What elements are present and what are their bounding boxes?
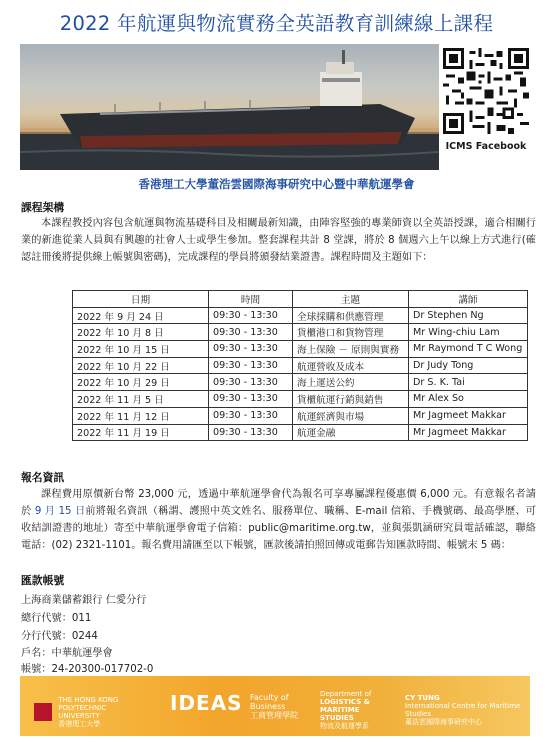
- section-heading-structure: 課程架構: [21, 201, 65, 214]
- page-title: 2022 年航運與物流實務全英語教育訓練線上課程: [59, 12, 494, 35]
- bank-line-head-code: 總行代號：011: [21, 613, 92, 624]
- table-row: [73, 407, 528, 424]
- cell-topic: 海上運送公約: [293, 374, 409, 391]
- structure-paragraph: 本課程教授內容包含航運與物流基礎科目及相關最新知識，由陣容堅強的專業師資以全英語授課，適合相關行業的新進從業人員與有興趣的社會人士或學生參加。整套課程共計 8 堂課，將於 8 個週六上午以線上方式進行(確認註冊後將提供線上帳號與密碼)，完成課程的學員將頒發結業證書。課程時間及主題如下：: [21, 218, 536, 263]
- col-header-date: 日期: [73, 291, 209, 308]
- cell-topic: 貨櫃航運行銷與銷售: [293, 391, 409, 408]
- cell-date: 2022 年 11 月 5 日: [73, 391, 209, 408]
- fb-line3: 工商管理學院: [250, 711, 298, 720]
- cell-topic: 航運營收及成本: [293, 357, 409, 374]
- cell-topic: 航運經濟與市場: [293, 407, 409, 424]
- cell-topic: 全球採購和供應管理: [293, 307, 409, 324]
- table-row: [73, 357, 528, 374]
- cell-lecturer: Mr Alex So: [409, 391, 528, 408]
- icms-logo: [405, 694, 525, 726]
- cell-lecturer: Dr Stephen Ng: [409, 307, 528, 324]
- registration-deadline: 9 月 15 日: [31, 506, 86, 517]
- polyu-name-en: THE HONG KONG POLYTECHNIC UNIVERSITY: [58, 696, 119, 720]
- col-header-lecturer: 講師: [409, 291, 528, 308]
- cell-time: 09:30 - 13:30: [209, 357, 293, 374]
- col-header-topic: 主題: [293, 291, 409, 308]
- bank-line-branch-code: 分行代號：0244: [21, 631, 98, 642]
- cell-topic: 貨櫃港口和貨物管理: [293, 324, 409, 341]
- cell-date: 2022 年 11 月 19 日: [73, 424, 209, 441]
- table-row: [73, 374, 528, 391]
- table-row: [73, 341, 528, 358]
- cell-date: 2022 年 11 月 12 日: [73, 407, 209, 424]
- cell-date: 2022 年 9 月 24 日: [73, 307, 209, 324]
- table-header-row: [73, 291, 528, 308]
- cell-date: 2022 年 10 月 29 日: [73, 374, 209, 391]
- faculty-of-business-logo: [250, 693, 298, 720]
- icms-line1: CY TUNG: [405, 694, 440, 702]
- ideas-logo: IDEAS: [170, 691, 243, 715]
- cell-date: 2022 年 10 月 15 日: [73, 341, 209, 358]
- bank-line-account-name: 戶名：中華航運學會: [21, 648, 113, 659]
- icms-line2: International Centre for Maritime Studies: [405, 702, 521, 718]
- table-row: [73, 391, 528, 408]
- polyu-name-cn: 香港理工大學: [58, 720, 101, 728]
- section-heading-registration: 報名資訊: [21, 471, 65, 484]
- cell-time: 09:30 - 13:30: [209, 424, 293, 441]
- cell-time: 09:30 - 13:30: [209, 407, 293, 424]
- cell-topic: 航運金融: [293, 424, 409, 441]
- section-heading-bank: 匯款帳號: [21, 574, 65, 587]
- lms-logo: [320, 690, 390, 730]
- registration-text-part2: 前將報名資訊（稱謂、護照中英文姓名、服務單位、職稱、E-mail 信箱、手機號碼、最高學歷、可收結訓證書的地址）寄至中華航運學會電子信箱：public@maritime.org.tw，並與張凱涵研究員電話確認，聯絡電話：(02) 2321-1101。報名費用請匯至以下帳號，匯款後請拍照回傳或電郵告知匯款時間、帳號末 5 碼：: [21, 506, 536, 551]
- cell-lecturer: Mr Raymond T C Wong: [409, 341, 528, 358]
- cell-time: 09:30 - 13:30: [209, 341, 293, 358]
- table-row: [73, 424, 528, 441]
- col-header-time: 時間: [209, 291, 293, 308]
- cell-lecturer: Mr Jagmeet Makkar: [409, 424, 528, 441]
- cell-lecturer: Mr Wing-chiu Lam: [409, 324, 528, 341]
- ship-banner-image: [20, 44, 439, 170]
- qr-code[interactable]: [443, 48, 529, 134]
- bank-line-account-number: 帳號：24-20300-017702-0: [21, 664, 154, 675]
- organizers-line: 香港理工大學董浩雲國際海事研究中心暨中華航運學會: [138, 177, 415, 191]
- cell-lecturer: Mr Jagmeet Makkar: [409, 407, 528, 424]
- polyu-emblem-icon: [34, 703, 52, 721]
- cell-lecturer: Dr Judy Tong: [409, 357, 528, 374]
- cell-time: 09:30 - 13:30: [209, 307, 293, 324]
- bank-line-name: 上海商業儲蓄銀行 仁愛分行: [21, 595, 147, 606]
- cell-time: 09:30 - 13:30: [209, 391, 293, 408]
- qr-caption: ICMS Facebook: [445, 141, 527, 152]
- icms-line3: 董浩雲國際海事研究中心: [405, 718, 482, 726]
- lms-line1: Department of: [320, 690, 372, 698]
- cell-date: 2022 年 10 月 22 日: [73, 357, 209, 374]
- lms-line2: LOGISTICS & MARITIME STUDIES: [320, 698, 370, 722]
- schedule-table: [72, 290, 528, 441]
- cell-date: 2022 年 10 月 8 日: [73, 324, 209, 341]
- table-row: [73, 324, 528, 341]
- footer-logo-bar: [20, 676, 530, 736]
- polyu-logo: [34, 696, 138, 728]
- lms-line3: 物流及航運學系: [320, 722, 369, 730]
- cell-topic: 海上保險 － 原則與實務: [293, 341, 409, 358]
- registration-text-part1: 課程費用原價新台幣 23,000 元，透過中華航運學會代為報名可享專屬課程優惠價 6,000 元。有意報名者請於: [21, 489, 536, 517]
- registration-paragraph: [21, 486, 536, 554]
- cell-lecturer: Dr S. K. Tai: [409, 374, 528, 391]
- cell-time: 09:30 - 13:30: [209, 324, 293, 341]
- cell-time: 09:30 - 13:30: [209, 374, 293, 391]
- table-row: [73, 307, 528, 324]
- fb-line1: Faculty of: [250, 693, 289, 702]
- fb-line2: Business: [250, 702, 286, 711]
